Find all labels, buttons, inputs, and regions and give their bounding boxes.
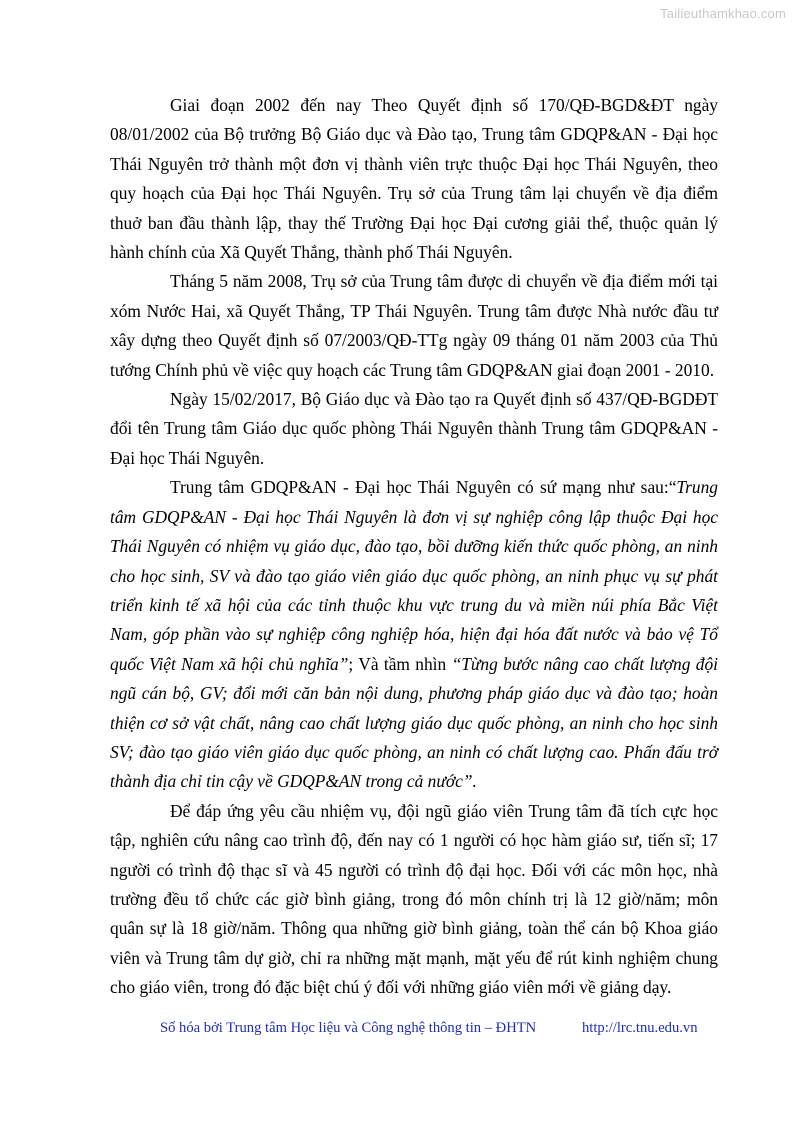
paragraph-history-2002: Giai đoạn 2002 đến nay Theo Quyết định số 170/QĐ-BGD&ĐT ngày 08/01/2002 của Bộ trưởng Bộ Giáo dục và Đào tạo, Trung tâm GDQP&AN - Đại học Thái Nguyên trở thành một đơn vị thành viên trực thuộc Đại học Thái Nguyên, theo quy hoạch của Đại học Thái Nguyên. Trụ sở của Trung tâm lại chuyển về địa điểm thuở ban đầu thành lập, thay thế Trường Đại học Đại cương giải thể, thuộc quản lý hành chính của Xã Quyết Thắng, thành phố Thái Nguyên. [110, 95, 718, 263]
paragraph-mission-vision [110, 473, 718, 796]
paragraph-relocation-2008: Tháng 5 năm 2008, Trụ sở của Trung tâm được di chuyển về địa điểm mới tại xóm Nước Hai, xã Quyết Thắng, TP Thái Nguyên. Trung tâm được Nhà nước đầu tư xây dựng theo Quyết định số 07/2003/QĐ-TTg ngày 09 tháng 01 năm 2003 của Thủ tướng Chính phủ về việc quy hoạch các Trung tâm GDQP&AN giai đoạn 2001 - 2010. [110, 271, 718, 380]
watermark: Tailieuthamkhao.com [660, 6, 786, 21]
footer-credit: Số hóa bởi Trung tâm Học liệu và Công nghệ thông tin – ĐHTN [160, 1020, 537, 1036]
document-body [110, 91, 718, 1003]
mission-statement: Trung tâm GDQP&AN - Đại học Thái Nguyên là đơn vị sự nghiệp công lập thuộc Đại học Thái Nguyên có nhiệm vụ giáo dục, đào tạo, bồi dưỡng kiến thức quốc phòng, an ninh cho học sinh, SV và đào tạo giáo viên giáo dục quốc phòng, an ninh phục vụ sự phát triển kinh tế xã hội của các tỉnh thuộc khu vực trung du và miền núi phía Bắc Việt Nam, góp phần vào sự nghiệp công nghiệp hóa, hiện đại hóa đất nước và bảo vệ Tổ quốc Việt Nam xã hội chủ nghĩa” [110, 477, 718, 674]
paragraph-teaching-staff: Để đáp ứng yêu cầu nhiệm vụ, đội ngũ giáo viên Trung tâm đã tích cực học tập, nghiên cứu nâng cao trình độ, đến nay có 1 người có học hàm giáo sư, tiến sĩ; 17 người có trình độ thạc sĩ và 45 người có trình độ đại học. Đối với các môn học, nhà trường đều tổ chức các giờ bình giảng, trong đó môn chính trị là 12 giờ/năm; môn quân sự là 18 giờ/năm. Thông qua những giờ bình giảng, toàn thể cán bộ Khoa giáo viên và Trung tâm dự giờ, chỉ ra những mặt mạnh, mặt yếu để rút kinh nghiệm chung cho giáo viên, trong đó đặc biệt chú ý đối với những giáo viên mới về giảng dạy. [110, 800, 718, 998]
footer-url-link[interactable]: http://lrc.tnu.edu.vn [582, 1020, 698, 1036]
paragraph-rename-2017: Ngày 15/02/2017, Bộ Giáo dục và Đào tạo ra Quyết định số 437/QĐ-BGDĐT đổi tên Trung tâm Giáo dục quốc phòng Thái Nguyên thành Trung tâm GDQP&AN - Đại học Thái Nguyên. [110, 389, 718, 468]
mission-lead: Trung tâm GDQP&AN - Đại học Thái Nguyên có sứ mạng như sau:“ [170, 477, 677, 498]
vision-lead: ; Và tầm nhìn [348, 653, 452, 674]
page-footer [160, 1020, 700, 1037]
vision-statement: “Từng bước nâng cao chất lượng đội ngũ cán bộ, GV; đổi mới căn bản nội dung, phương pháp giáo dục và đào tạo; hoàn thiện cơ sở vật chất, nâng cao chất lượng giáo dục quốc phòng, an ninh cho học sinh SV; đào tạo giáo viên giáo dục quốc phòng, an ninh có chất lượng cao. Phấn đấu trở thành địa chỉ tin cậy về GDQP&AN trong cả nước”. [110, 653, 719, 792]
